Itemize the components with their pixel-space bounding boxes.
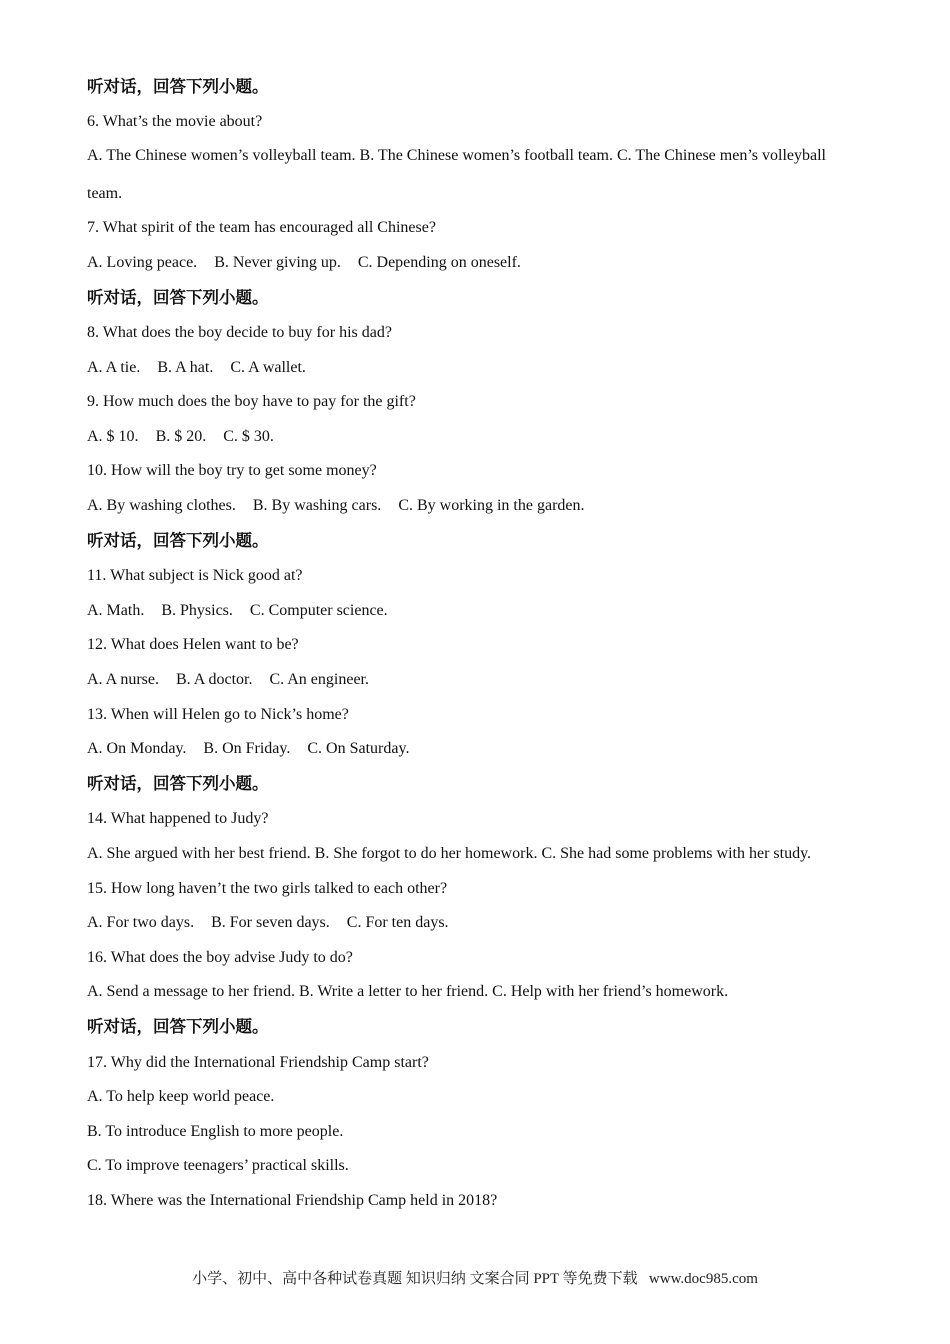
section-heading: 听对话，回答下列小题。	[87, 288, 269, 307]
footer-url: www.doc985.com	[648, 1271, 758, 1287]
question-10: 10. How will the boy try to get some money?	[87, 462, 377, 479]
option-b: B. $ 20.	[155, 428, 207, 445]
question-13: 13. When will Helen go to Nick’s home?	[87, 706, 349, 723]
option-c: C. $ 30.	[223, 428, 274, 445]
question-8-options	[87, 358, 306, 378]
section-heading: 听对话，回答下列小题。	[87, 774, 269, 793]
question-9-options	[87, 427, 274, 447]
section-heading: 听对话，回答下列小题。	[87, 531, 269, 550]
question-17-option-c: C. To improve teenagers’ practical skills.	[87, 1157, 349, 1174]
question-6: 6. What’s the movie about?	[87, 113, 263, 130]
option-c: C. An engineer.	[269, 671, 369, 688]
option-b: B. Physics.	[161, 602, 233, 619]
option-b: B. For seven days.	[211, 914, 330, 931]
option-c: C. For ten days.	[346, 914, 449, 931]
question-15-options	[87, 913, 449, 933]
section-heading: 听对话，回答下列小题。	[87, 1017, 269, 1036]
question-17: 17. Why did the International Friendship Camp start?	[87, 1054, 429, 1071]
option-b: B. A hat.	[157, 359, 214, 376]
option-a: A. On Monday.	[87, 740, 187, 757]
option-b: B. By washing cars.	[252, 497, 382, 514]
option-a: A. $ 10.	[87, 428, 139, 445]
question-10-options	[87, 496, 585, 516]
page-footer	[0, 1269, 950, 1289]
question-8: 8. What does the boy decide to buy for his dad?	[87, 324, 392, 341]
option-a: A. For two days.	[87, 914, 195, 931]
option-a: A. A tie.	[87, 359, 141, 376]
question-12-options	[87, 670, 369, 690]
question-14-options: A. She argued with her best friend. B. She forgot to do her homework. C. She had some problems with her study.	[87, 845, 812, 862]
option-c: C. Computer science.	[249, 602, 388, 619]
question-16-options: A. Send a message to her friend. B. Write a letter to her friend. C. Help with her friend’s homework.	[87, 983, 729, 1000]
option-c: C. By working in the garden.	[398, 497, 585, 514]
question-7: 7. What spirit of the team has encouraged all Chinese?	[87, 219, 436, 236]
option-b: B. A doctor.	[176, 671, 253, 688]
question-16: 16. What does the boy advise Judy to do?	[87, 949, 353, 966]
question-13-options	[87, 739, 409, 759]
option-a: A. By washing clothes.	[87, 497, 236, 514]
question-18: 18. Where was the International Friendship Camp held in 2018?	[87, 1192, 498, 1209]
question-11-options	[87, 601, 388, 621]
option-c: C. A wallet.	[230, 359, 306, 376]
option-a: A. Math.	[87, 602, 145, 619]
option-c: C. Depending on oneself.	[357, 254, 521, 271]
option-b: B. Never giving up.	[214, 254, 341, 271]
option-a: A. A nurse.	[87, 671, 159, 688]
question-17-option-b: B. To introduce English to more people.	[87, 1123, 344, 1140]
question-11: 11. What subject is Nick good at?	[87, 567, 303, 584]
question-7-options	[87, 253, 521, 273]
question-17-option-a: A. To help keep world peace.	[87, 1088, 275, 1105]
option-b: B. On Friday.	[203, 740, 291, 757]
question-12: 12. What does Helen want to be?	[87, 636, 299, 653]
question-15: 15. How long haven’t the two girls talked to each other?	[87, 880, 448, 897]
question-14: 14. What happened to Judy?	[87, 810, 269, 827]
footer-text: 小学、初中、高中各种试卷真题 知识归纳 文案合同 PPT 等免费下载	[192, 1271, 638, 1287]
question-9: 9. How much does the boy have to pay for the gift?	[87, 393, 416, 410]
option-c: C. On Saturday.	[307, 740, 410, 757]
question-6-options: A. The Chinese women’s volleyball team. B. The Chinese women’s football team. C. The Chinese men’s volleyball	[87, 147, 826, 164]
option-a: A. Loving peace.	[87, 254, 198, 271]
section-heading: 听对话，回答下列小题。	[87, 77, 269, 96]
question-6-options-continued: team.	[87, 185, 123, 202]
